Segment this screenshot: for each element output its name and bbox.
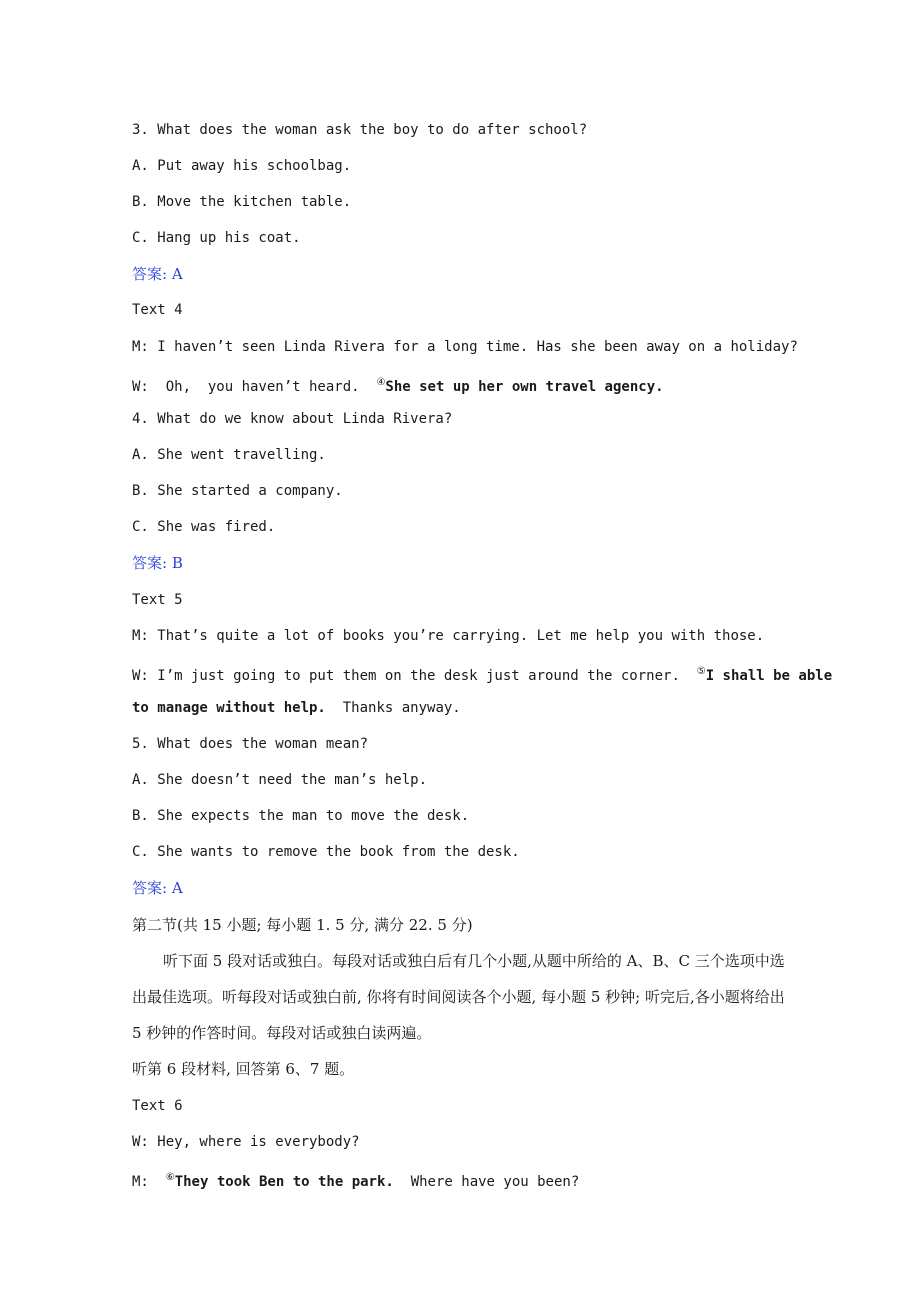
question-3: 3. What does the woman ask the boy to do after school? [132,122,588,138]
circled-number-6: ⑥ [165,1172,175,1183]
woman-speech-end: Thanks anyway. [325,700,461,716]
q3-option-b: B. Move the kitchen table. [132,194,352,210]
text-4-woman-line [132,373,664,397]
section-2-heading: 第二节(共 15 小题; 每小题 1. 5 分, 满分 22. 5 分) [132,916,473,934]
circled-number-5: ⑤ [696,666,706,677]
text-6-woman-line: W: Hey, where is everybody? [132,1134,360,1150]
key-sentence-part-1: I shall be able [705,668,833,684]
text-4-man-line: M: I haven’t seen Linda Rivera for a long time. Has she been away on a holiday? [132,339,798,355]
man-speech-end: Where have you been? [393,1174,580,1190]
q4-answer: 答案: B [132,554,183,572]
woman-speech: W: I’m just going to put them on the desk just around the corner. [132,668,697,684]
woman-speech: W: Oh, you haven’t heard. [132,379,377,395]
q4-option-b: B. She started a company. [132,483,343,499]
q4-option-a: A. She went travelling. [132,447,326,463]
key-sentence: They took Ben to the park. [174,1174,394,1190]
q5-option-a: A. She doesn’t need the man’s help. [132,772,428,788]
text-5-title: Text 5 [132,592,183,608]
listen-instruction-6: 听第 6 段材料, 回答第 6、7 题。 [132,1060,355,1078]
text-5-woman-line [132,662,832,686]
key-sentence: She set up her own travel agency. [385,379,664,395]
text-6-man-line [132,1168,579,1192]
key-sentence-part-2: to manage without help. [132,700,326,716]
q3-option-a: A. Put away his schoolbag. [132,158,352,174]
question-5: 5. What does the woman mean? [132,736,369,752]
text-5-woman-line-cont [132,698,461,718]
q5-answer: 答案: A [132,879,183,897]
text-6-title: Text 6 [132,1098,183,1114]
q3-answer: 答案: A [132,265,183,283]
q5-option-c: C. She wants to remove the book from the desk. [132,844,520,860]
text-4-title: Text 4 [132,302,183,318]
circled-number-4: ④ [376,377,386,388]
q5-option-b: B. She expects the man to move the desk. [132,808,470,824]
man-speech-prefix: M: [132,1174,166,1190]
q4-option-c: C. She was fired. [132,519,276,535]
q3-option-c: C. Hang up his coat. [132,230,301,246]
section-2-instructions: 听下面 5 段对话或独白。每段对话或独白后有几个小题,从题中所给的 A、B、C 三个选项中选出最佳选项。听每段对话或独白前, 你将有时间阅读各个小题, 每小题 5 秒钟; 听完后,各小题将给出 5 秒钟的作答时间。每段对话或独白读两遍。 [132,952,785,1042]
question-4: 4. What do we know about Linda Rivera? [132,411,453,427]
text-5-man-line: M: That’s quite a lot of books you’re carrying. Let me help you with those. [132,628,765,644]
